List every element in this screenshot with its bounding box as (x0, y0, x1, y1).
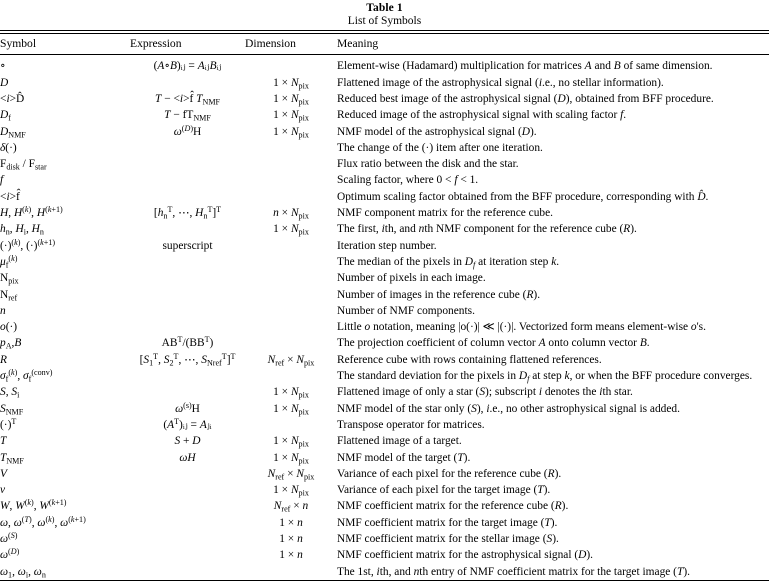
table-row (0, 417, 769, 433)
cell-symbol: $(\cdot)^{(k)}$, $(\cdot)^{(k+1)}$ (0, 237, 56, 252)
symbols-table (0, 34, 769, 54)
cell-meaning: Number of images in the reference cube (R). (337, 288, 541, 301)
cell-meaning: Reference cube with rows containing flattened references. (337, 353, 602, 366)
symbols-table-body (0, 55, 769, 580)
cell-dimension: $1 \times N_{pix}$ (273, 109, 309, 123)
table-row (0, 466, 769, 482)
cell-meaning: Flattened image of a target. (337, 435, 462, 448)
cell-meaning: NMF coefficient matrix for the stellar image (S). (337, 533, 559, 546)
column-header-meaning: Meaning (337, 37, 379, 51)
cell-symbol: o(·) (0, 321, 18, 334)
cell-symbol: $T_{NMF}$ (0, 451, 24, 465)
header-row (0, 34, 769, 54)
cell-symbol: $\omega^{(D)}$ (0, 547, 20, 562)
table-row (0, 319, 769, 335)
table-row (0, 384, 769, 400)
cell-symbol: ω, $\omega^{(T)}$, $\omega^{(k)}$, $\omega^{(k+1)}$ (0, 514, 86, 529)
cell-meaning: Flattened image of the astrophysical signal (i.e., no stellar information). (337, 76, 664, 89)
table-row (0, 482, 769, 498)
table-row (0, 107, 769, 123)
table-row (0, 75, 769, 91)
cell-meaning: Little o notation, meaning |o(·)| ≪ |(·)|. Vectorized form means element-wise o's. (337, 321, 706, 334)
cell-expression (130, 303, 245, 319)
cell-dimension: 1 × n (279, 549, 303, 562)
table-row (0, 91, 769, 107)
cell-symbol: $F_{disk} / F_{star}$ (0, 158, 47, 172)
cell-symbol: S, $S_i$ (0, 386, 20, 400)
cell-symbol: $N_{pix}$ (0, 272, 19, 286)
cell-meaning: The median of the pixels in $D_f$ at iteration step k. (337, 255, 560, 270)
column-header-expression: Expression (130, 37, 182, 51)
cell-expression: $\omega^{(D)}H$ (173, 123, 202, 138)
cell-symbol: $N_{ref}$ (0, 288, 18, 302)
cell-expression (130, 319, 245, 335)
cell-expression (130, 270, 245, 286)
cell-meaning: NMF component matrix for the reference cube. (337, 207, 554, 220)
cell-symbol: $\mu_f^{(k)}$ (0, 253, 18, 270)
table-row (0, 221, 769, 237)
table-body (0, 55, 769, 580)
cell-dimension (245, 55, 337, 74)
cell-meaning: Iteration step number. (337, 239, 437, 252)
table-row (0, 401, 769, 417)
table-row (0, 433, 769, 449)
table-row (0, 156, 769, 172)
cell-expression (130, 287, 245, 303)
cell-meaning: Reduced best image of the astrophysical signal (D), obtained from BFF procedure. (337, 93, 714, 105)
cell-dimension: $1 \times N_{pix}$ (273, 76, 309, 90)
cell-dimension (245, 189, 337, 205)
cell-symbol: $\omega_1$, $\omega_i$, $\omega_n$ (0, 565, 46, 579)
cell-symbol: $S_{NMF}$ (0, 402, 24, 416)
cell-dimension: $1 \times N_{pix}$ (273, 484, 309, 498)
table-row (0, 205, 769, 221)
cell-meaning: NMF model of the astrophysical signal (D). (337, 125, 537, 138)
cell-meaning: Variance of each pixel for the reference cube (R). (337, 467, 562, 480)
table-row (0, 450, 769, 466)
cell-meaning: The change of the (·) item after one iteration. (337, 141, 543, 154)
cell-dimension (245, 254, 337, 270)
cell-dimension: $N_{ref} \times N_{pix}$ (267, 353, 315, 368)
cell-expression: ωH (179, 451, 196, 464)
cell-expression (130, 172, 245, 188)
cell-symbol: $D_f$ (0, 109, 11, 123)
cell-symbol: $\omega^{(S)}$ (0, 530, 18, 546)
cell-symbol: <i>D̂ (0, 93, 25, 105)
table-row (0, 531, 769, 547)
cell-dimension (245, 368, 337, 384)
cell-meaning: Flattened image of only a star (S); subscript i denotes the ith star. (337, 386, 633, 399)
cell-expression: $(A^T)ᵢⱼ$ = Aⱼᵢ (163, 416, 212, 431)
cell-dimension: 1 × n (279, 533, 303, 546)
cell-symbol: $\sigma_f^{(k)}$, $\sigma_f^{(conv)}$ (0, 367, 53, 384)
cell-dimension: $N_{ref} \times n$ (273, 500, 309, 514)
cell-expression (130, 384, 245, 400)
cell-dimension: 1 × n (279, 516, 303, 529)
cell-expression: $T - fT_{NMF}$ (164, 109, 211, 123)
cell-dimension (245, 238, 337, 254)
table-row (0, 55, 769, 74)
cell-dimension (245, 140, 337, 156)
cell-expression (130, 498, 245, 514)
cell-dimension (245, 156, 337, 172)
cell-meaning: NMF model of the target (T). (337, 451, 471, 464)
table-row (0, 547, 769, 563)
cell-expression: T − <i>f̂ $T_{NMF}$ (155, 93, 220, 107)
cell-expression (130, 368, 245, 384)
cell-expression (130, 221, 245, 237)
cell-expression: S + D (174, 435, 201, 448)
cell-dimension (245, 303, 337, 319)
cell-dimension (245, 335, 337, 351)
cell-dimension: $1 \times N_{pix}$ (273, 93, 309, 107)
cell-meaning: The projection coefficient of column vector A onto column vector B. (337, 337, 650, 350)
cell-dimension: $1 \times N_{pix}$ (273, 125, 309, 139)
table-row (0, 189, 769, 205)
cell-dimension: $1 \times N_{pix}$ (273, 386, 309, 400)
column-header-dimension: Dimension (245, 37, 296, 51)
cell-dimension (245, 564, 337, 580)
cell-symbol: ∘ (0, 60, 6, 73)
table-header (0, 34, 769, 54)
cell-symbol: H, $H^{(k)}$, $H^{(k+1)}$ (0, 204, 63, 220)
table-row (0, 368, 769, 384)
cell-expression: $\omega^{(s)}H$ (175, 400, 200, 415)
cell-dimension: $1 \times N_{pix}$ (273, 435, 309, 449)
cell-expression (130, 482, 245, 498)
cell-symbol: W, $W^{(k)}$, $W^{(k+1)}$ (0, 498, 67, 513)
cell-symbol: v (0, 484, 6, 497)
cell-meaning: NMF coefficient matrix for the target image (T). (337, 516, 558, 529)
cell-meaning: Number of NMF components. (337, 304, 475, 317)
cell-expression: $AB^T/(BB^T)$ (161, 335, 214, 350)
table-caption (0, 0, 769, 30)
table-row (0, 270, 769, 286)
cell-symbol: D (0, 76, 9, 89)
cell-meaning: The first, ith, and nth NMF component for the reference cube (R). (337, 223, 637, 236)
cell-meaning: Reduced image of the astrophysical signal with scaling factor f. (337, 109, 627, 122)
cell-dimension: $n \times N_{pix}$ (273, 207, 309, 221)
cell-expression (130, 75, 245, 91)
cell-expression: (A∘B)ᵢⱼ = AᵢⱼBᵢⱼ (153, 60, 222, 73)
cell-symbol: n (0, 304, 6, 317)
table-row (0, 352, 769, 368)
cell-meaning: Number of pixels in each image. (337, 272, 486, 285)
table-row (0, 564, 769, 580)
table-row (0, 335, 769, 351)
cell-dimension (245, 172, 337, 188)
cell-expression (130, 189, 245, 205)
cell-meaning: Transpose operator for matrices. (337, 418, 485, 431)
cell-expression (130, 515, 245, 531)
cell-expression (130, 531, 245, 547)
cell-dimension: $1 \times N_{pix}$ (273, 451, 309, 465)
column-header-symbol: Symbol (0, 37, 37, 51)
cell-symbol: $D_{NMF}$ (0, 125, 26, 139)
cell-dimension: $1 \times N_{pix}$ (273, 402, 309, 416)
cell-symbol: T (0, 435, 7, 448)
cell-meaning: NMF coefficient matrix for the astrophysical signal (D). (337, 549, 594, 562)
cell-dimension (245, 287, 337, 303)
table-row (0, 124, 769, 140)
cell-symbol: $p_A,B$ (0, 337, 22, 351)
cell-expression: superscript (162, 239, 213, 252)
cell-symbol: $(\cdot)^T$ (0, 416, 17, 431)
table-bottom-rule (0, 580, 769, 581)
table-row (0, 303, 769, 319)
cell-meaning: The 1st, ith, and nth entry of NMF coefficient matrix for the target image (T). (337, 565, 690, 578)
cell-meaning: Element-wise (Hadamard) multiplication for matrices A and B of same dimension. (337, 60, 713, 73)
cell-symbol: δ(·) (0, 141, 17, 154)
cell-expression (130, 140, 245, 156)
table-row (0, 515, 769, 531)
cell-expression (130, 156, 245, 172)
cell-meaning: NMF model of the star only (S), i.e., no other astrophysical signal is added. (337, 402, 680, 415)
cell-symbol: f (0, 174, 4, 187)
table-row (0, 172, 769, 188)
cell-meaning: Optimum scaling factor obtained from the BFF procedure, corresponding with D̂. (337, 190, 709, 203)
cell-dimension: $1 \times N_{pix}$ (273, 223, 309, 237)
table-row (0, 238, 769, 254)
cell-symbol: <i>f̂ (0, 190, 20, 203)
table-row (0, 287, 769, 303)
table-number: Table 1 (366, 2, 403, 14)
cell-expression (130, 466, 245, 482)
table-title: List of Symbols (347, 15, 422, 28)
cell-expression (130, 254, 245, 270)
cell-expression: [$h_n^T$, ⋯, $H_n^T]^T$ (153, 204, 222, 221)
cell-meaning: Scaling factor, where 0 < f < 1. (337, 174, 479, 187)
cell-expression (130, 547, 245, 563)
table-row (0, 498, 769, 514)
cell-dimension (245, 319, 337, 335)
cell-symbol: R (0, 353, 7, 366)
table-row (0, 254, 769, 270)
table-row (0, 140, 769, 156)
cell-meaning: The standard deviation for the pixels in $D_f$ at step k, or when the BFF procedure converges. (337, 370, 753, 384)
cell-meaning: Variance of each pixel for the target image (T). (337, 484, 551, 497)
cell-meaning: Flux ratio between the disk and the star. (337, 158, 519, 171)
cell-symbol: V (0, 467, 7, 480)
cell-expression: [$S_1^T$, $S_2^T$, ⋯, $S_{Nref}^T]^T$ (139, 351, 236, 368)
cell-expression (130, 564, 245, 580)
cell-meaning: NMF coefficient matrix for the reference cube (R). (337, 500, 569, 513)
cell-dimension (245, 270, 337, 286)
cell-dimension (245, 417, 337, 433)
cell-dimension: $N_{ref} \times N_{pix}$ (267, 467, 315, 482)
cell-symbol: $h_n$, $H_i$, $H_n$ (0, 223, 44, 237)
